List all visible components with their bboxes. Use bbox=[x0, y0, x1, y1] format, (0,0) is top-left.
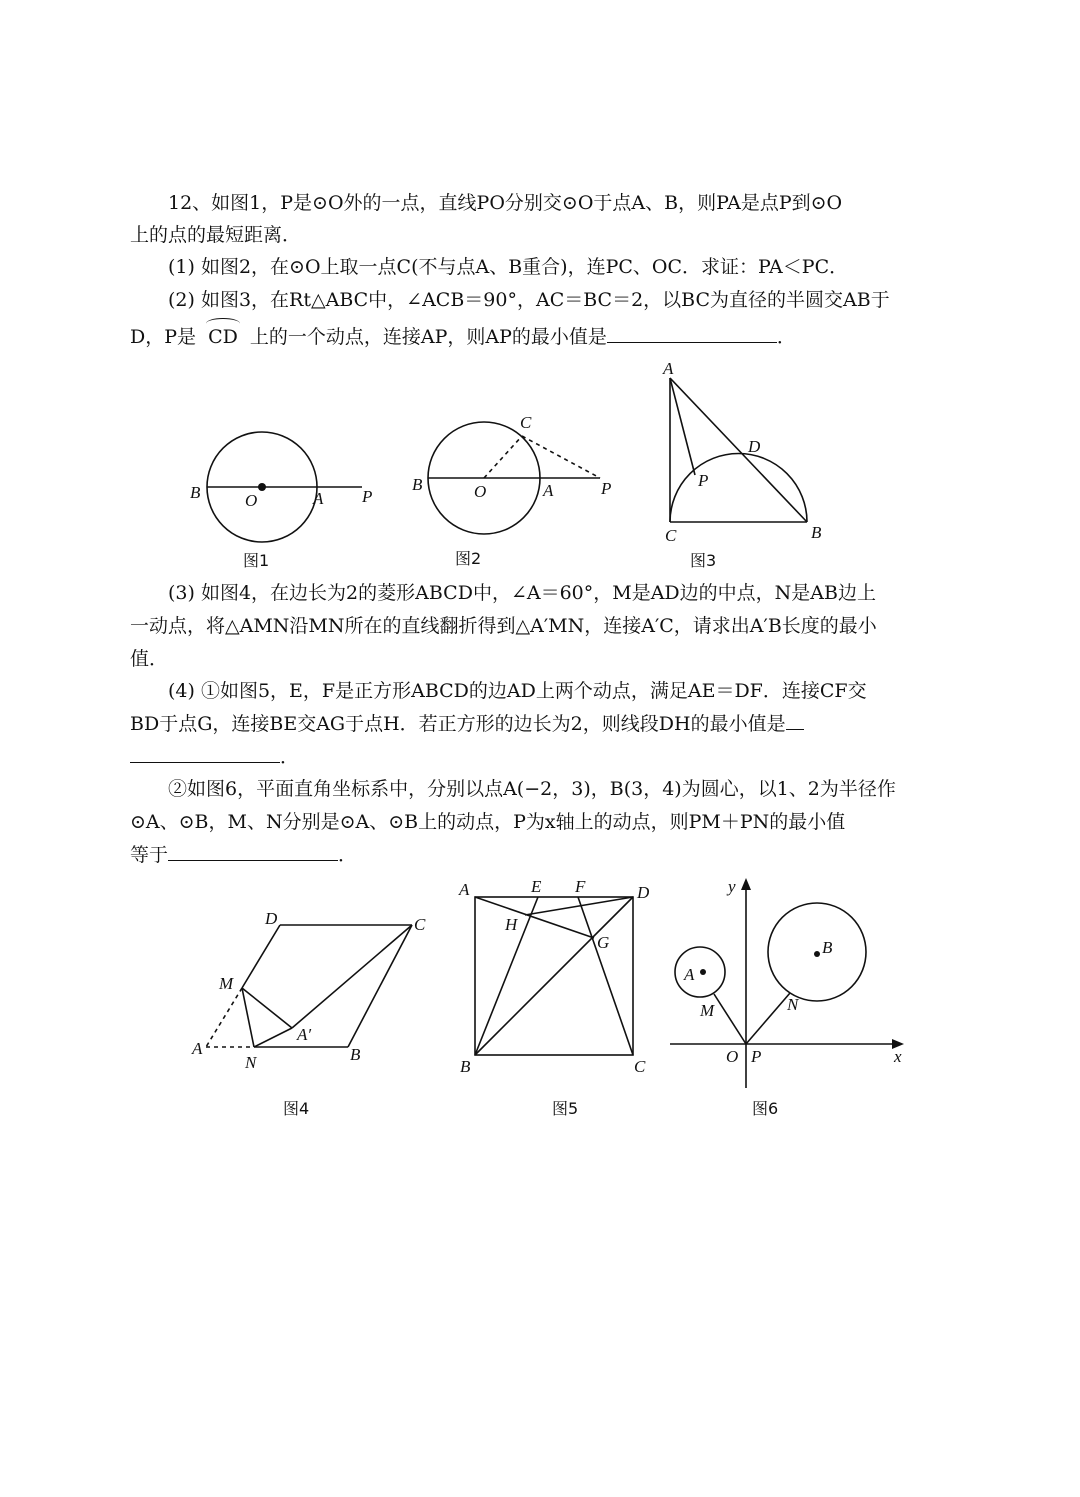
fig4-label-m: M bbox=[219, 974, 234, 993]
fig3-label-d: D bbox=[748, 437, 761, 456]
fig1-label-p: P bbox=[362, 487, 373, 506]
fig6-label-o: O bbox=[726, 1047, 739, 1066]
fig3-label-c: C bbox=[665, 526, 677, 545]
fig6-center-a-dot bbox=[700, 969, 706, 975]
fig4-label-c: C bbox=[414, 915, 426, 934]
fig5-label-h: H bbox=[505, 915, 518, 934]
fig3-label-b: B bbox=[811, 523, 822, 542]
fig6-center-b-dot bbox=[814, 951, 820, 957]
fig3-label-p: P bbox=[698, 471, 709, 490]
fig6-label-y: y bbox=[728, 877, 736, 896]
fig4-label-n: N bbox=[245, 1053, 257, 1072]
fig4-segment-a2c bbox=[292, 925, 412, 1028]
fig4-side-ma-dashed bbox=[206, 988, 242, 1047]
figure-6 bbox=[670, 877, 904, 1118]
fig5-diagonal-bd bbox=[475, 897, 633, 1055]
fig6-label-a: A bbox=[684, 965, 695, 984]
fig5-label-f: F bbox=[575, 877, 586, 896]
fig5-label-d: D bbox=[637, 883, 650, 902]
fig2-label-o: O bbox=[474, 482, 487, 501]
fig2-label-p: P bbox=[601, 479, 612, 498]
fig4-segment-na2 bbox=[254, 1028, 292, 1047]
fig6-label-p: P bbox=[751, 1047, 762, 1066]
part5-text-pre: 等于 bbox=[130, 844, 169, 866]
q12-part2-line1: (2) 如图3，在Rt△ABC中，∠ACB＝90°，AC＝BC＝2，以BC为直径的半圆交AB于 bbox=[168, 289, 890, 311]
fig6-caption: 图6 bbox=[752, 1099, 779, 1118]
fig5-label-g: G bbox=[597, 933, 610, 952]
figure-4 bbox=[191, 909, 426, 1118]
fig5-segment-ag bbox=[475, 897, 594, 938]
fig2-segment-oc bbox=[484, 436, 522, 478]
q12-part4-line1: (4) ①如图5，E，F是正方形ABCD的边AD上两个动点，满足AE＝DF．连接CF交 bbox=[168, 680, 867, 702]
fig4-label-b: B bbox=[350, 1045, 361, 1064]
fig1-caption: 图1 bbox=[243, 551, 270, 570]
fig3-segment-ap bbox=[670, 378, 695, 475]
q12-intro-line2: 上的点的最短距离． bbox=[130, 224, 302, 246]
fig3-caption: 图3 bbox=[690, 551, 717, 570]
fig2-caption: 图2 bbox=[455, 549, 482, 568]
fig2-label-a: A bbox=[543, 481, 554, 500]
q12-part3-line3: 值． bbox=[130, 648, 169, 670]
q12-part5-line2: ⊙A、⊙B，M、N分别是⊙A、⊙B上的动点，P为x轴上的动点，则PM＋PN的最小值 bbox=[130, 811, 846, 833]
fig5-label-e: E bbox=[531, 877, 542, 896]
part4-text-end: ． bbox=[280, 746, 300, 768]
q12-part5-line1: ②如图6，平面直角坐标系中，分别以点A(−2，3)，B(3，4)为圆心，以1、2为半径作 bbox=[168, 778, 896, 800]
fig2-label-b: B bbox=[412, 475, 423, 494]
fig6-segment-pn bbox=[746, 993, 790, 1044]
fig3-label-a: A bbox=[663, 359, 674, 378]
figure-1 bbox=[190, 432, 372, 570]
fig5-label-c: C bbox=[634, 1057, 646, 1076]
fig3-side-ab bbox=[670, 378, 807, 522]
fig4-caption: 图4 bbox=[283, 1099, 310, 1118]
fig6-segment-pm bbox=[714, 994, 746, 1044]
fig6-label-x: x bbox=[894, 1047, 902, 1066]
fig1-label-b: B bbox=[190, 483, 201, 502]
fig5-label-a: A bbox=[459, 880, 470, 899]
fig1-center-dot bbox=[258, 483, 266, 491]
part2-text-pre: D，P是 bbox=[130, 326, 197, 348]
fig4-side-cb bbox=[348, 925, 412, 1047]
fig6-label-n: N bbox=[787, 995, 799, 1014]
part2-text-end: ． bbox=[776, 326, 796, 348]
fig6-label-b: B bbox=[822, 938, 833, 957]
q12-part3-line2: 一动点，将△AMN沿MN所在的直线翻折得到△A′MN，连接A′C，请求出A′B长度的最小 bbox=[130, 615, 877, 637]
fig1-label-o: O bbox=[245, 491, 258, 510]
fig4-side-dm bbox=[242, 925, 280, 988]
figure-3 bbox=[662, 359, 822, 570]
part2-text-post: 上的一个动点，连接AP，则AP的最小值是 bbox=[249, 326, 607, 348]
fig1-label-a: A bbox=[313, 489, 324, 508]
arc-cd-symbol: CD bbox=[202, 323, 244, 351]
part5-text-end: ． bbox=[338, 844, 358, 866]
fig4-label-a-prime: A′ bbox=[297, 1025, 312, 1044]
fig6-label-m: M bbox=[700, 1001, 715, 1020]
q12-part3-line1: (3) 如图4，在边长为2的菱形ABCD中，∠A＝60°，M是AD边的中点，N是AB边上 bbox=[168, 582, 876, 604]
q12-intro-line1: 12、如图1，P是⊙O外的一点，直线PO分别交⊙O于点A、B，则PA是点P到⊙O bbox=[168, 192, 843, 214]
q12-part1: (1) 如图2，在⊙O上取一点C(不与点A、B重合)，连PC、OC．求证：PA＜PC． bbox=[168, 256, 849, 278]
fig2-label-c: C bbox=[520, 413, 532, 432]
figure-2 bbox=[412, 413, 611, 568]
fig6-y-arrow bbox=[741, 878, 751, 890]
fig2-segment-cp bbox=[522, 436, 600, 478]
part4-text: BD于点G，连接BE交AG于点H．若正方形的边长为2，则线段DH的最小值是 bbox=[130, 713, 786, 735]
fig5-caption: 图5 bbox=[552, 1099, 579, 1118]
fig5-label-b: B bbox=[460, 1057, 471, 1076]
fig3-semicircle bbox=[670, 454, 807, 523]
figure-5 bbox=[458, 877, 650, 1118]
fig5-segment-cf bbox=[578, 897, 633, 1055]
fig4-label-d: D bbox=[265, 909, 278, 928]
fig4-label-a: A bbox=[192, 1039, 203, 1058]
